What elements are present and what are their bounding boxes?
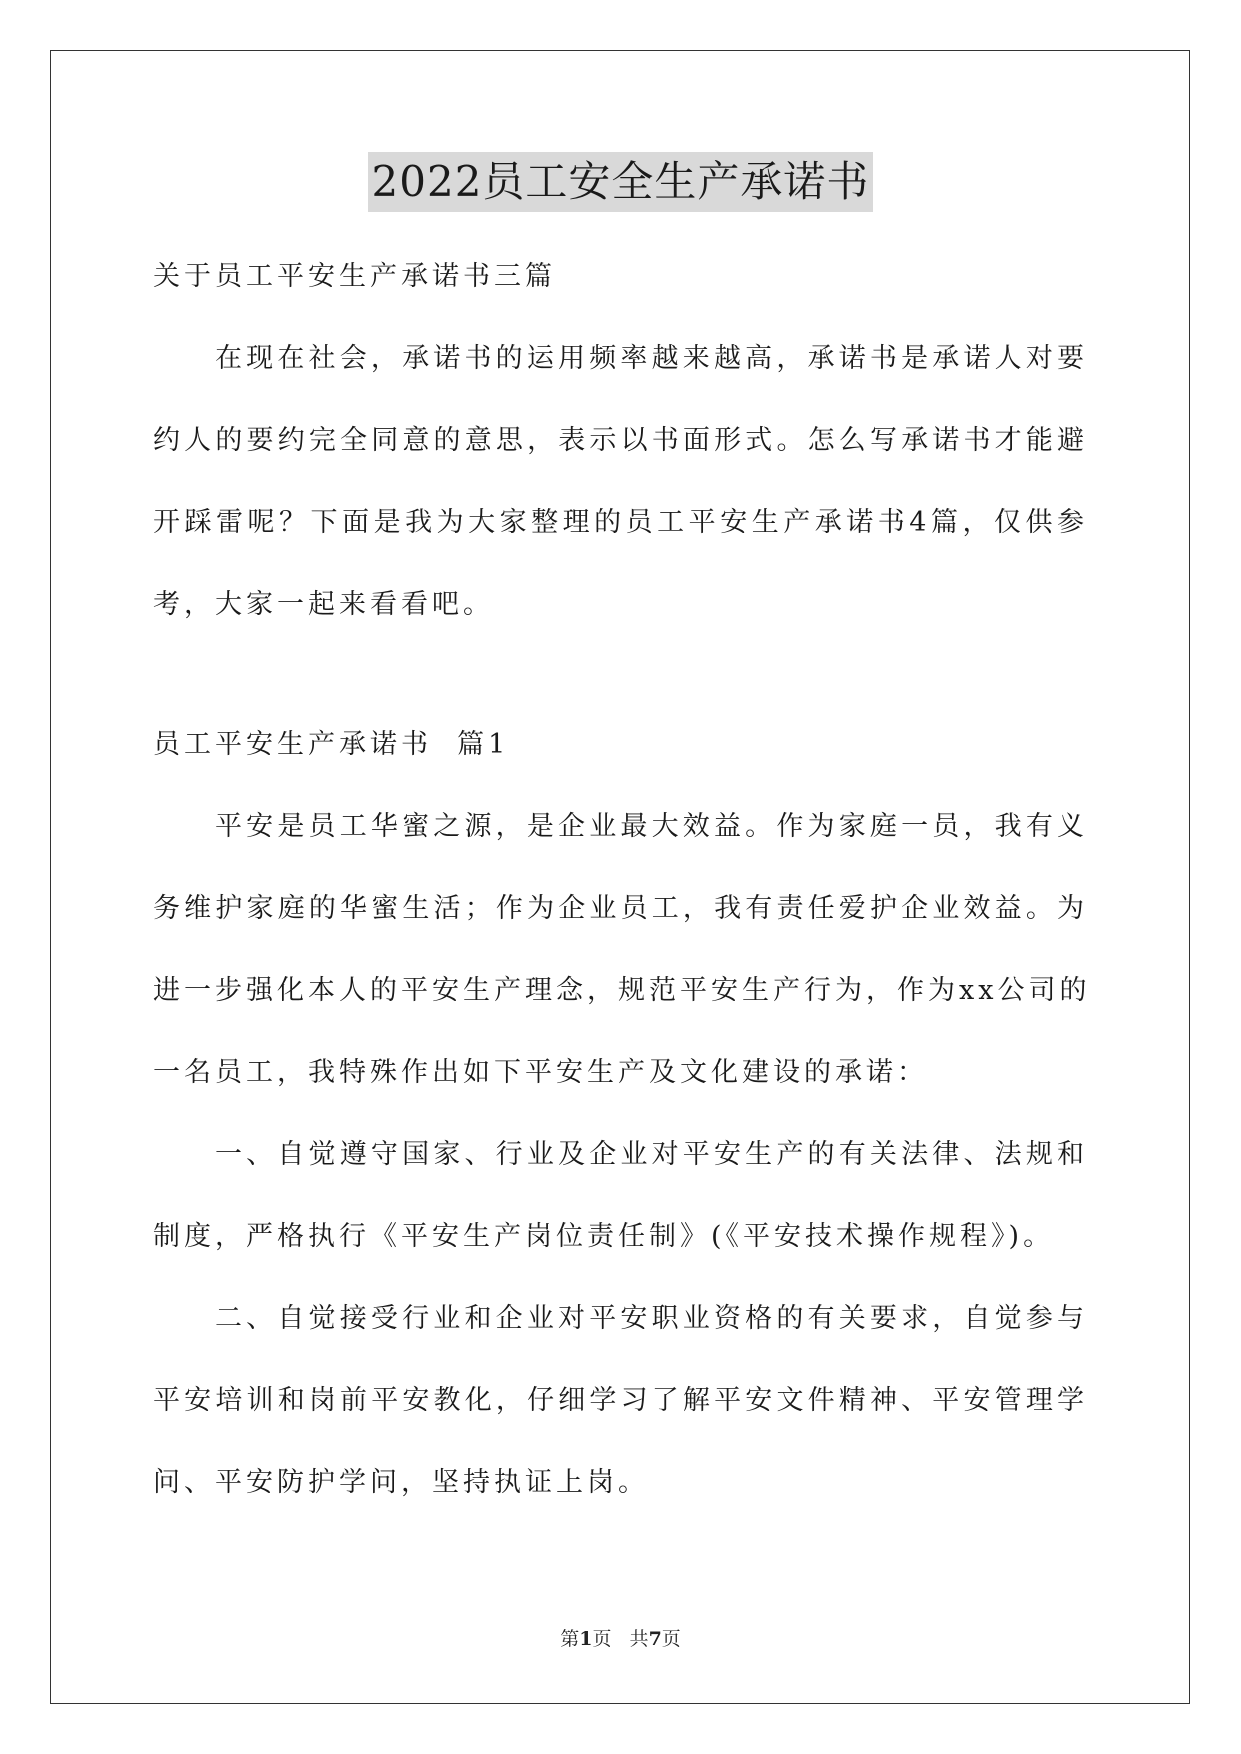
intro-paragraph (153, 318, 1088, 646)
footer-suffix: 页 (661, 1628, 681, 1650)
section-heading: 员工平安生产承诺书 篇1 (153, 729, 510, 760)
paragraph-3 (153, 1278, 1088, 1524)
text-line: 一、自觉遵守国家、行业及企业对平安生产的有关法律、法规和 (215, 1139, 1088, 1170)
spacer (153, 646, 1088, 704)
page-footer (0, 1624, 1241, 1651)
document-subtitle: 关于员工平安生产承诺书三篇 (153, 261, 556, 292)
text-line: 约人的要约完全同意的意思，表示以书面形式。怎么写承诺书才能避 (153, 425, 1088, 456)
text-line: 在现在社会，承诺书的运用频率越来越高，承诺书是承诺人对要 (215, 343, 1088, 374)
footer-mid: 页 共 (592, 1628, 649, 1650)
text-line: 二、自觉接受行业和企业对平安职业资格的有关要求，自觉参与 (215, 1303, 1088, 1334)
text-line: 制度，严格执行《平安生产岗位责任制》(《平安技术操作规程》)。 (153, 1221, 1055, 1252)
document-title: 2022员工安全生产承诺书 (368, 152, 874, 212)
footer-total-pages: 7 (648, 1628, 662, 1650)
footer-prefix: 第 (560, 1628, 580, 1650)
paragraph-2 (153, 1114, 1088, 1278)
text-line: 平安是员工华蜜之源，是企业最大效益。作为家庭一员，我有义 (215, 811, 1088, 842)
footer-page-number: 1 (579, 1628, 593, 1650)
text-line: 问、平安防护学问，坚持执证上岗。 (153, 1467, 649, 1498)
paragraph-1 (153, 786, 1091, 1114)
text-line: 考，大家一起来看看吧。 (153, 589, 494, 620)
text-line: 一名员工，我特殊作出如下平安生产及文化建设的承诺： (153, 1057, 928, 1088)
text-line: 务维护家庭的华蜜生活；作为企业员工，我有责任爱护企业效益。为 (153, 893, 1088, 924)
title-container (0, 152, 1241, 212)
document-body (153, 236, 1091, 1524)
text-line: 开踩雷呢？下面是我为大家整理的员工平安生产承诺书4篇，仅供参 (153, 507, 1088, 538)
text-line: 平安培训和岗前平安教化，仔细学习了解平安文件精神、平安管理学 (153, 1385, 1088, 1416)
text-line: 进一步强化本人的平安生产理念，规范平安生产行为，作为xx公司的 (153, 975, 1091, 1006)
